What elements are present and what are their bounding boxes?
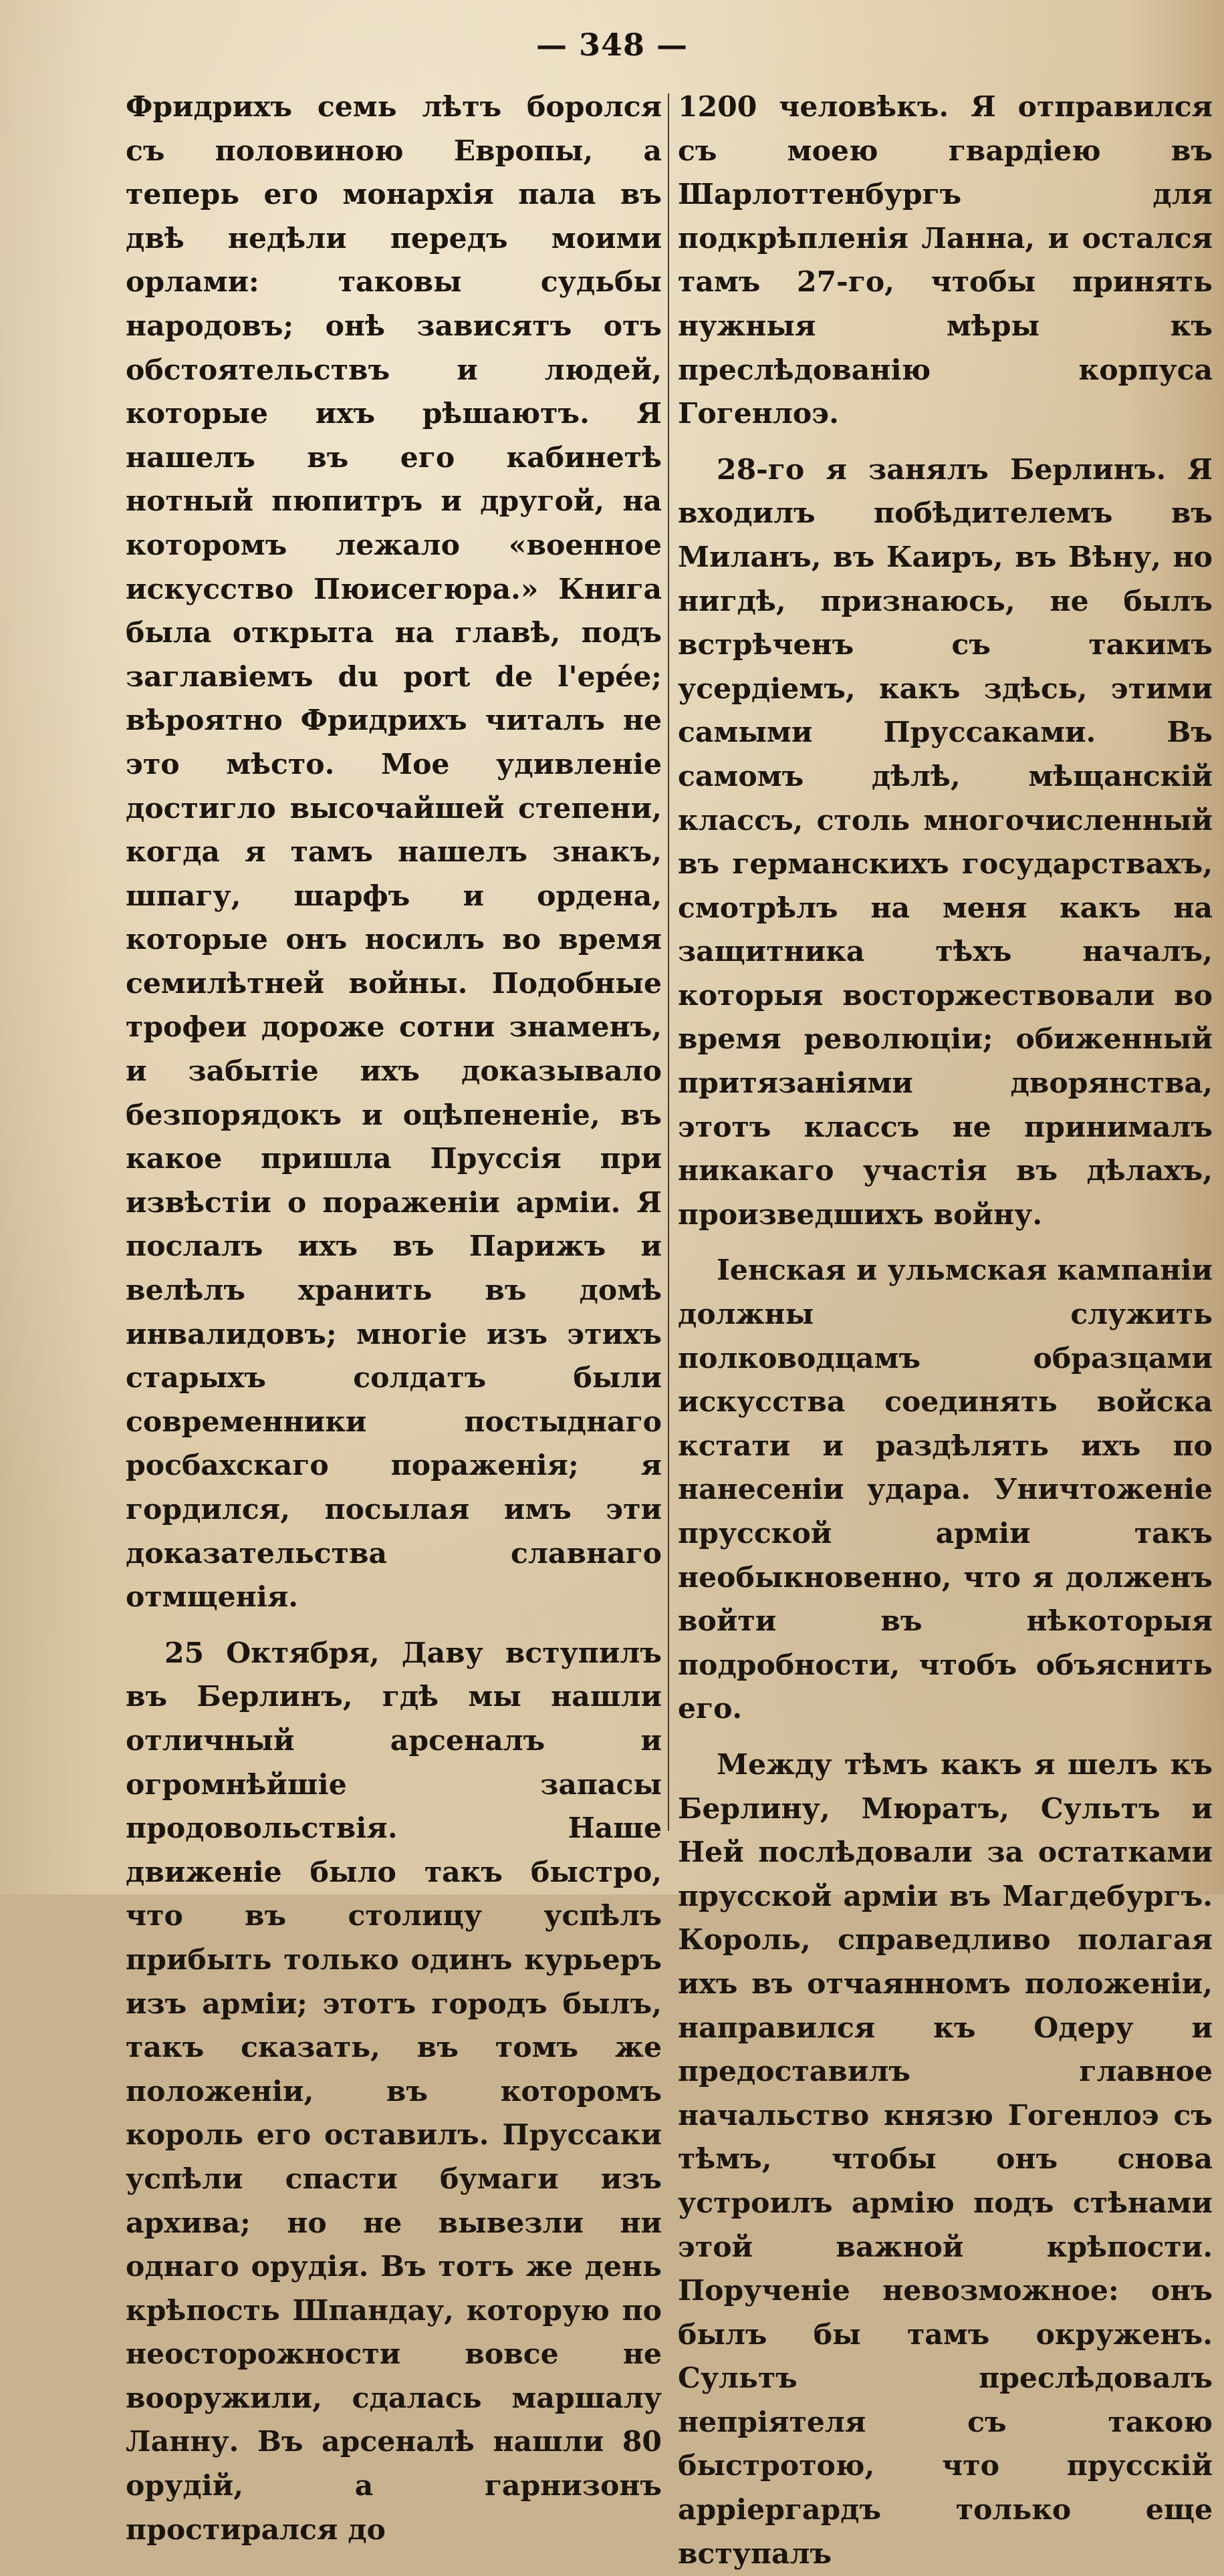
paragraph: 1200 человѣкъ. Я отправился съ моею гвардіею въ Шарлоттенбургъ для подкрѣпленія Ланна, и остался тамъ 27-го, чтобы принять нужныя мѣры къ преслѣдованію корпуса Гогенлоэ. [678, 90, 1213, 431]
paragraph: Фридрихъ семь лѣтъ боролся съ половиною Европы, а теперь его монархія пала въ двѣ недѣли передъ моими орлами: таковы судьбы народовъ; онѣ зависятъ отъ обстоятельствъ и людей, которые ихъ рѣшаютъ. Я нашелъ въ его кабинетѣ нотный пюпитръ и другой, на которомъ лежало «военное искусство Пюисегюра.» Книга была открыта на главѣ, подъ заглавіемъ du port de l'epée; вѣроятно Фридрихъ читалъ не это мѣсто. Мое удивленіе достигло высочайшей степени, когда я тамъ нашелъ знакъ, шпагу, шарфъ и ордена, которые онъ носилъ во время семилѣтней войны. Подобные трофеи дороже сотни знаменъ, и забытіе ихъ доказывало безпорядокъ и оцѣпененіе, въ какое пришла Пруссія при извѣстіи о пораженіи арміи. Я послалъ ихъ въ Парижъ и велѣлъ хранить въ домѣ инвалидовъ; многіе изъ этихъ старыхъ солдатъ были современники постыднаго росбахскаго пораженія; я гордился, посылая имъ эти доказательства славнаго отмщенія. [126, 90, 662, 1614]
left-column [126, 86, 662, 2552]
paragraph: Іенская и ульмская кампаніи должны служить полководцамъ образцами искусства соединять войска кстати и раздѣлять ихъ по нанесеніи удара. Уничтоженіе прусской арміи такъ необыкновенно, что я долженъ войти въ нѣкоторыя подробности, чтобъ объяснить его. [678, 1254, 1213, 1726]
paragraph: Между тѣмъ какъ я шелъ къ Берлину, Мюратъ, Сультъ и Ней послѣдовали за остатками прусской арміи въ Магдебургъ. Король, справедливо полагая ихъ въ отчаянномъ положеніи, направился къ Одеру и предоставилъ главное начальство князю Гогенлоэ съ тѣмъ, чтобы онъ снова устроилъ армію подъ стѣнами этой важной крѣпости. Порученіе невозможное: онъ былъ бы тамъ окруженъ. Сультъ преслѣдовалъ непріятеля съ такою быстротою, что прусскій арріергардъ только еще вступалъ [678, 1747, 1213, 2571]
column-divider [668, 94, 669, 1831]
page-number: — 348 — [535, 27, 689, 63]
paragraph: 28-го я занялъ Берлинъ. Я входилъ побѣдителемъ въ Миланъ, въ Каиръ, въ Вѣну, но нигдѣ, признаюсь, не былъ встрѣченъ съ такимъ усердіемъ, какъ здѣсь, этими самыми Пруссаками. Въ самомъ дѣлѣ, мѣщанскій классъ, столь многочисленный въ германскихъ государствахъ, смотрѣлъ на меня какъ на защитника тѣхъ началъ, которыя восторжествовали во время революціи; обиженный притязаніями дворянства, этотъ классъ не принималъ никакаго участія въ дѣлахъ, произведшихъ войну. [678, 452, 1213, 1232]
right-column [678, 86, 1213, 2576]
paragraph: 25 Октября, Даву вступилъ въ Берлинъ, гдѣ мы нашли отличный арсеналъ и огромнѣйшіе запасы продовольствія. Наше движеніе было такъ быстро, что въ столицу успѣлъ прибыть только одинъ курьеръ изъ арміи; этотъ городъ былъ, такъ сказать, въ томъ же положеніи, въ которомъ король его оставилъ. Пруссаки успѣли спасти бумаги изъ архива; но не вывезли ни однаго орудія. Въ тотъ же день крѣпость Шпандау, которую по неосторожности вовсе не вооружили, сдалась маршалу Ланну. Въ арсеналѣ нашли 80 орудій, а гарнизонъ простирался до [126, 1636, 662, 2547]
